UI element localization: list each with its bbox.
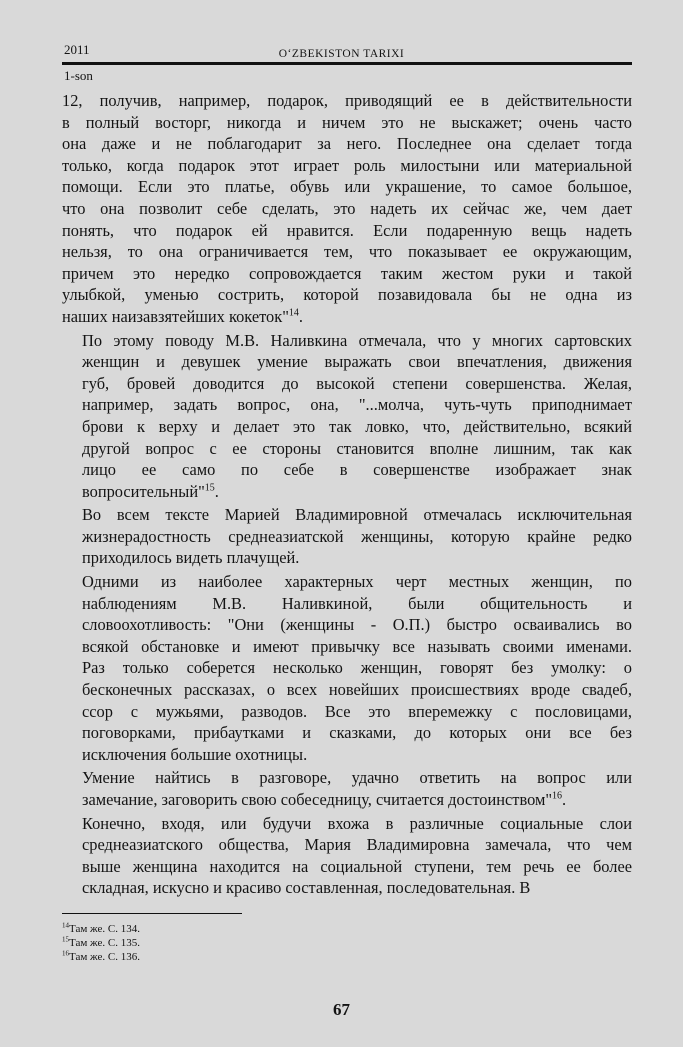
- text-line: 12, получив, например, подарок, приводящий ее в действительности: [62, 91, 632, 110]
- text-line: среднеазиатского общества, Мария Владимировна замечала, что чем: [82, 835, 632, 855]
- text-line: вопросительный"$^{15}$.: [82, 481, 219, 501]
- text-line: помощи. Если это платье, обувь или украшение, то самое большое,: [62, 177, 632, 197]
- footnote-rule: [62, 913, 242, 914]
- paragraph: [62, 571, 632, 765]
- footnote-number: 16: [62, 949, 69, 958]
- footnote-number: 14: [62, 921, 69, 930]
- paragraph: [62, 767, 632, 810]
- text-line: всякой обстановке и имеют привычку все называть своими именами.: [82, 636, 632, 656]
- text-line: Раз только соберется несколько женщин, говорят без умолку: о: [82, 658, 632, 678]
- text-line: Конечно, входя, или будучи вхожа в различные социальные слои: [82, 813, 632, 833]
- text-line: понять, что подарок ей нравится. Если подаренную вещь надеть: [62, 220, 632, 240]
- text-line: губ, бровей доводится до высокой степени совершенства. Желая,: [82, 373, 632, 393]
- text-line: По этому поводу М.В. Наливкина отмечала, что у многих сартовских: [82, 330, 632, 350]
- text-line: причем это нередко сопровождается таким жестом руки и такой: [62, 263, 632, 283]
- footnote-text: Там же. С. 134.: [69, 923, 140, 935]
- footnote-text: Там же. С. 136.: [69, 951, 140, 963]
- text-line: приходилось видеть плачущей.: [82, 548, 300, 568]
- text-line: в полный восторг, никогда и ничем это не выскажет; очень часто: [62, 112, 632, 132]
- text-line: брови к верху и делает это так ловко, что, действительно, всякий: [82, 416, 632, 436]
- article-body: [62, 90, 632, 901]
- text-line: Одними из наиболее характерных черт местных женщин, по: [82, 572, 632, 592]
- paragraph: [62, 90, 632, 328]
- journal-year: 2011: [64, 42, 90, 57]
- footnote-text: Там же. С. 135.: [69, 937, 140, 949]
- footnote: [62, 922, 140, 936]
- text-line: выше женщина находится на социальной ступени, тем речь ее более: [82, 856, 632, 876]
- text-line: складная, искусно и красиво составленная, последовательная. В: [82, 878, 531, 898]
- text-line: словоохотливость: "Они (женщины - О.П.) быстро осваивались во: [82, 615, 632, 635]
- text-line: исключения большие охотницы.: [82, 744, 308, 764]
- footnote-ref: 15: [204, 482, 215, 494]
- text-line: наблюдениям М.В. Наливкиной, были общительность и: [82, 593, 632, 613]
- text-line: другой вопрос с ее стороны становится вполне лишним, так как: [82, 438, 632, 458]
- text-line: ссор с мужьями, разводов. Все это вперемежку с пословицами,: [82, 701, 632, 721]
- text-line: что она позволит себе сделать, это надеть их сейчас же, чем дает: [62, 198, 632, 218]
- text-line: улыбкой, уменью сострить, которой позавидовала бы не одна из: [62, 285, 632, 305]
- text-line: поговорками, прибаутками и сказками, до которых они все без: [82, 723, 632, 743]
- journal-issue: 1-son: [64, 68, 93, 83]
- footnote: [62, 950, 140, 964]
- text-line: жизнерадостность среднеазиатской женщины, которую крайне редко: [82, 526, 632, 546]
- footnote: [62, 936, 140, 950]
- text-line: лицо ее само по себе в совершенстве изображает знак: [82, 460, 632, 480]
- paragraph: [62, 330, 632, 503]
- header-rule: [62, 62, 632, 65]
- text-line: Умение найтись в разговоре, удачно ответить на вопрос или: [82, 768, 632, 788]
- footnote-number: 15: [62, 935, 69, 944]
- footnote-ref: 14: [288, 307, 299, 319]
- text-line: бесконечных рассказах, о всех новейших происшествиях вроде свадеб,: [82, 680, 632, 700]
- text-line: женщин и девушек умение выражать свои впечатления, движения: [82, 352, 632, 372]
- paragraph: [62, 504, 632, 569]
- footnote-ref: 16: [552, 790, 563, 802]
- text-line: Во всем тексте Марией Владимировной отмечалась исключительная: [82, 505, 632, 525]
- footnotes: [62, 922, 140, 964]
- text-line: наших наизавзятейших кокеток"$^{14}$.: [62, 306, 304, 326]
- paragraph: [62, 813, 632, 899]
- text-line: она даже и не поблагодарит за него. Последнее она сделает тогда: [62, 134, 632, 154]
- page-number: 67: [333, 1000, 350, 1019]
- text-line: замечание, заговорить свою собеседницу, считается достоинством"$^{16}$.: [82, 790, 567, 809]
- text-line: например, задать вопрос, она, "...молча, чуть-чуть приподнимает: [82, 395, 632, 415]
- text-line: нельзя, то она ограничивается тем, что показывает ее окружающим,: [62, 242, 632, 262]
- journal-title: O‘ZBEKISTON TARIXI: [278, 48, 405, 60]
- text-line: только, когда подарок этот играет роль милостыни или материальной: [62, 155, 632, 175]
